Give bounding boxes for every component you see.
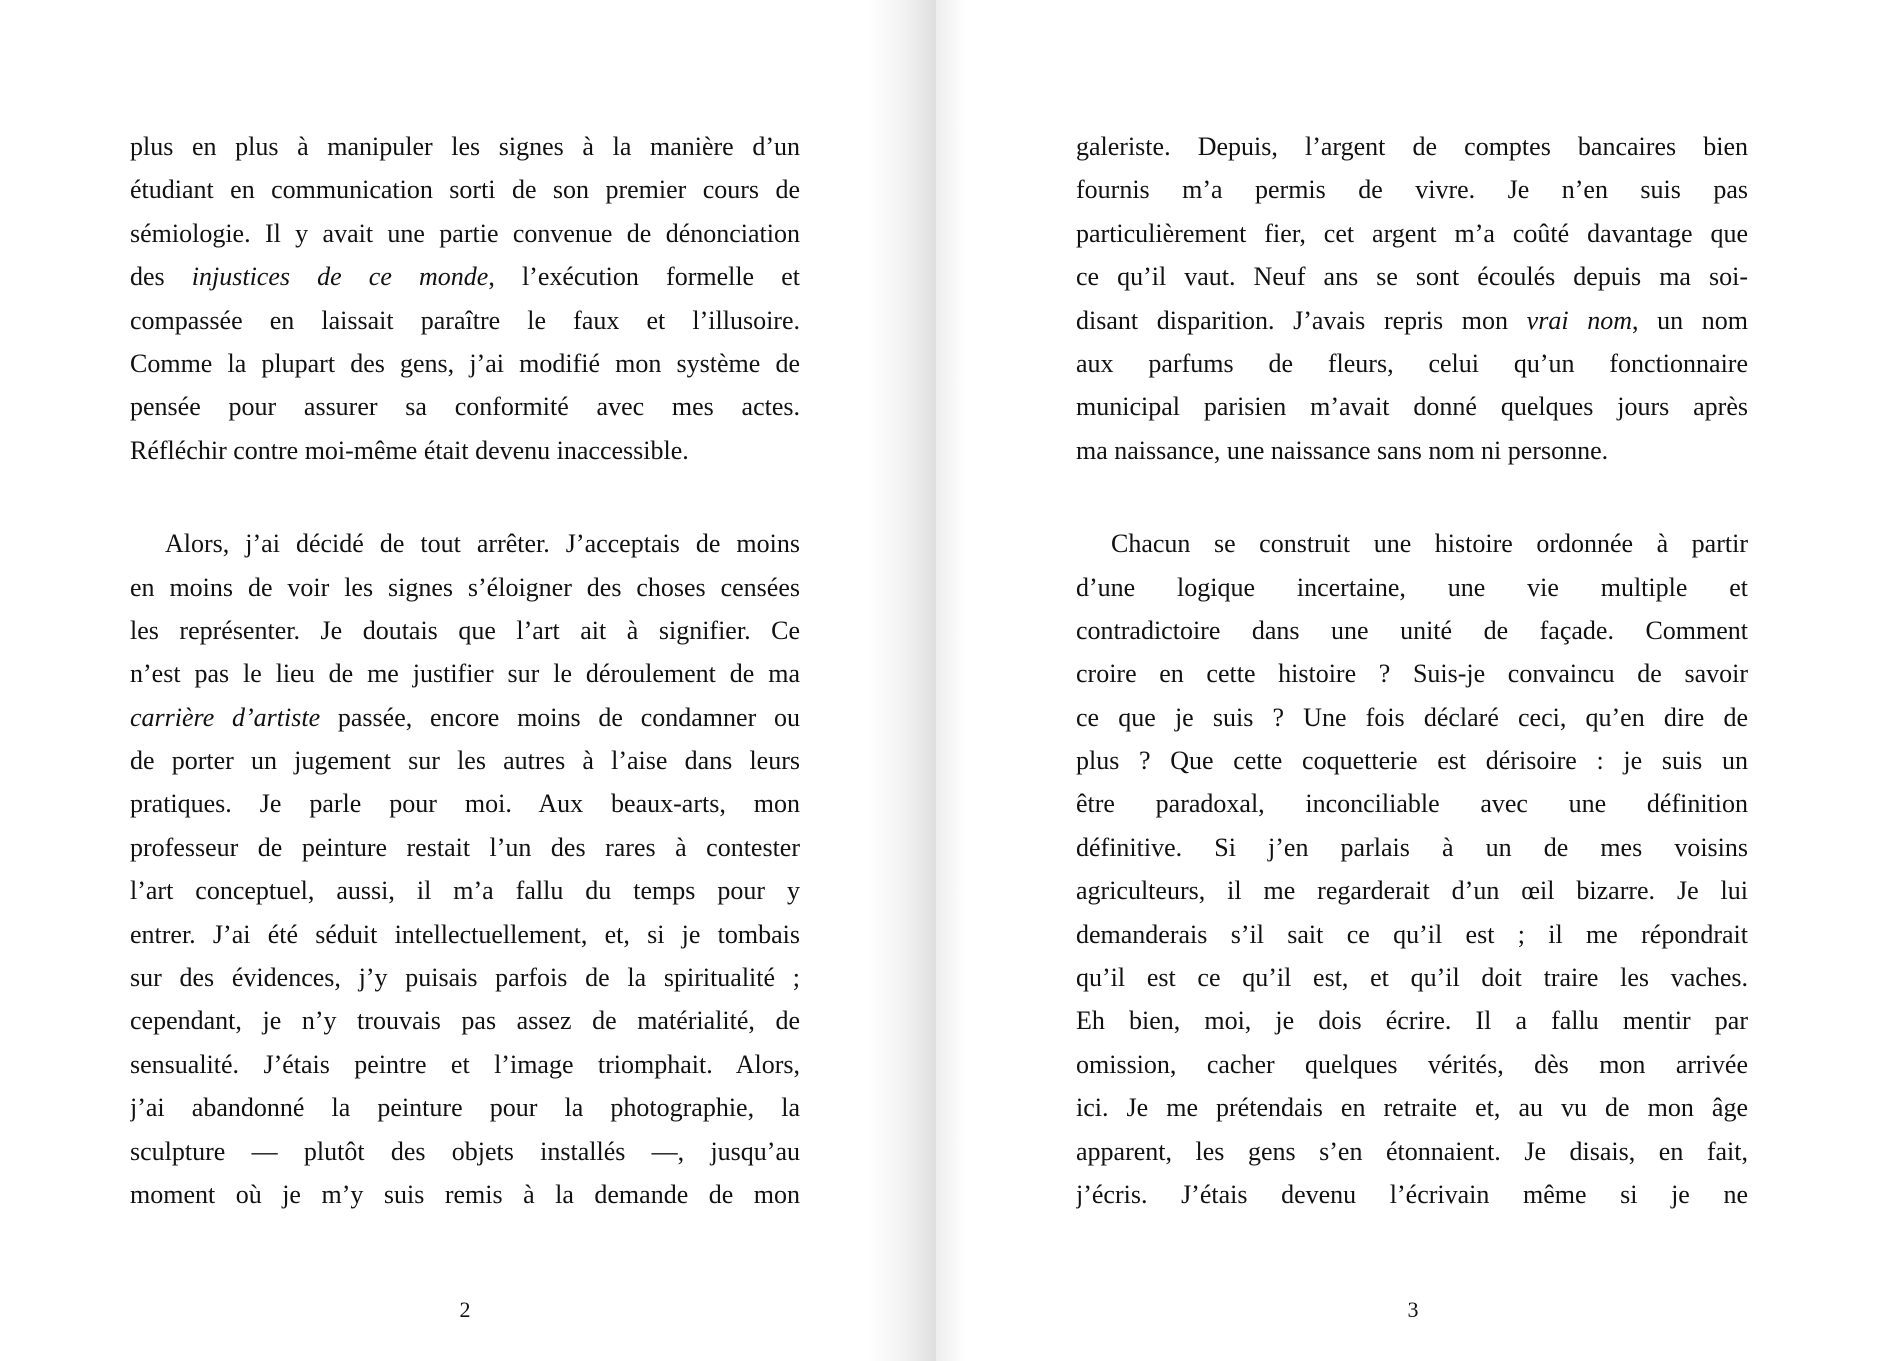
- text-line: pratiques. Je parle pour moi. Aux beaux-arts, mon: [130, 789, 800, 819]
- text-line: croire en cette histoire ? Suis-je convaincu de savoir: [1076, 659, 1748, 689]
- text-line: n’est pas le lieu de me justifier sur le déroulement de ma: [130, 659, 800, 689]
- text-line: être paradoxal, inconciliable avec une définition: [1076, 789, 1748, 819]
- text-line: qu’il est ce qu’il est, et qu’il doit traire les vaches.: [1076, 963, 1748, 993]
- text-line: sensualité. J’étais peintre et l’image triomphait. Alors,: [130, 1049, 800, 1079]
- text-line: d’une logique incertaine, une vie multiple et: [1076, 572, 1748, 602]
- text-line: galeriste. Depuis, l’argent de comptes bancaires bien: [1076, 132, 1748, 161]
- text-line: particulièrement fier, cet argent m’a coûté davantage que: [1076, 218, 1748, 248]
- gutter-shadow: [936, 0, 966, 1361]
- paragraph: [1076, 125, 1748, 472]
- text-line: étudiant en communication sorti de son premier cours de: [130, 175, 800, 205]
- text-line: sémiologie. Il y avait une partie convenue de dénonciation: [130, 218, 800, 248]
- text-run: des: [130, 262, 192, 292]
- italic-phrase: vrai nom: [1526, 305, 1632, 335]
- text-line: professeur de peinture restait l’un des rares à contester: [130, 832, 800, 862]
- paragraph: [130, 522, 800, 1216]
- text-line: moment où je m’y suis remis à la demande de mon: [130, 1179, 800, 1209]
- text-line: plus ? Que cette coquetterie est dérisoire : je suis un: [1076, 746, 1748, 776]
- text-line: [130, 696, 800, 739]
- text-line: cependant, je n’y trouvais pas assez de matérialité, de: [130, 1006, 800, 1036]
- text-line: j’ai abandonné la peinture pour la photographie, la: [130, 1093, 800, 1123]
- text-line: ce que je suis ? Une fois déclaré ceci, qu’en dire de: [1076, 702, 1748, 732]
- text-line: aux parfums de fleurs, celui qu’un fonctionnaire: [1076, 348, 1748, 378]
- paragraph-gap: [130, 472, 800, 522]
- text-line: Alors, j’ai décidé de tout arrêter. J’acceptais de moins: [165, 529, 800, 559]
- text-line: demanderais s’il sait ce qu’il est ; il me répondrait: [1076, 919, 1748, 949]
- text-line: Eh bien, moi, je dois écrire. Il a fallu mentir par: [1076, 1006, 1748, 1036]
- text-line: Chacun se construit une histoire ordonnée à partir: [1111, 529, 1748, 559]
- gutter-shadow: [866, 0, 936, 1361]
- text-line: les représenter. Je doutais que l’art ait à signifier. Ce: [130, 615, 800, 645]
- text-line: Comme la plupart des gens, j’ai modifié mon système de: [130, 348, 800, 378]
- text-line: plus en plus à manipuler les signes à la manière d’un: [130, 132, 800, 161]
- text-run: , un nom: [1631, 305, 1748, 335]
- text-run: passée, encore moins de condamner ou: [320, 702, 800, 732]
- text-line: municipal parisien m’avait donné quelques jours après: [1076, 392, 1748, 422]
- italic-phrase: carrière d’artiste: [130, 702, 321, 732]
- text-line: [130, 255, 800, 298]
- text-line: apparent, les gens s’en étonnaient. Je disais, en fait,: [1076, 1136, 1748, 1166]
- page-number: 2: [459, 1297, 471, 1322]
- left-page: [0, 0, 936, 1361]
- page-number: 3: [1407, 1297, 1419, 1322]
- paragraph: [130, 125, 800, 472]
- text-line: agriculteurs, il me regarderait d’un œil bizarre. Je lui: [1076, 876, 1748, 906]
- paragraph-gap: [1076, 472, 1748, 522]
- left-page-text: [130, 125, 800, 1216]
- text-line: de porter un jugement sur les autres à l’aise dans leurs: [130, 746, 800, 776]
- text-line: pensée pour assurer sa conformité avec mes actes.: [130, 392, 800, 422]
- text-line: compassée en laissait paraître le faux et l’illusoire.: [130, 305, 800, 335]
- right-page-text: [1076, 125, 1748, 1216]
- text-run: disant disparition. J’avais repris mon: [1076, 305, 1527, 335]
- text-line: j’écris. J’étais devenu l’écrivain même si je ne: [1076, 1179, 1748, 1209]
- text-line: fournis m’a permis de vivre. Je n’en suis pas: [1076, 175, 1748, 205]
- text-line: en moins de voir les signes s’éloigner des choses censées: [130, 572, 800, 602]
- text-line: Réfléchir contre moi-même était devenu inaccessible.: [130, 435, 689, 465]
- text-line: ce qu’il vaut. Neuf ans se sont écoulés depuis ma soi-: [1076, 262, 1748, 292]
- italic-phrase: injustices de ce monde: [191, 262, 489, 292]
- text-line: ici. Je me prétendais en retraite et, au vu de mon âge: [1076, 1093, 1748, 1123]
- text-line: sur des évidences, j’y puisais parfois de la spiritualité ;: [130, 963, 800, 993]
- text-line: contradictoire dans une unité de façade. Comment: [1076, 615, 1748, 645]
- right-page: [936, 0, 1878, 1361]
- text-line: entrer. J’ai été séduit intellectuellement, et, si je tombais: [130, 919, 800, 949]
- text-line: sculpture — plutôt des objets installés —, jusqu’au: [130, 1136, 800, 1166]
- text-run: , l’exécution formelle et: [488, 262, 800, 292]
- paragraph: [1076, 522, 1748, 1216]
- text-line: ma naissance, une naissance sans nom ni personne.: [1076, 435, 1609, 465]
- text-line: l’art conceptuel, aussi, il m’a fallu du temps pour y: [130, 876, 800, 906]
- text-line: omission, cacher quelques vérités, dès mon arrivée: [1076, 1049, 1748, 1079]
- text-line: définitive. Si j’en parlais à un de mes voisins: [1076, 832, 1748, 862]
- text-line: [1076, 299, 1748, 342]
